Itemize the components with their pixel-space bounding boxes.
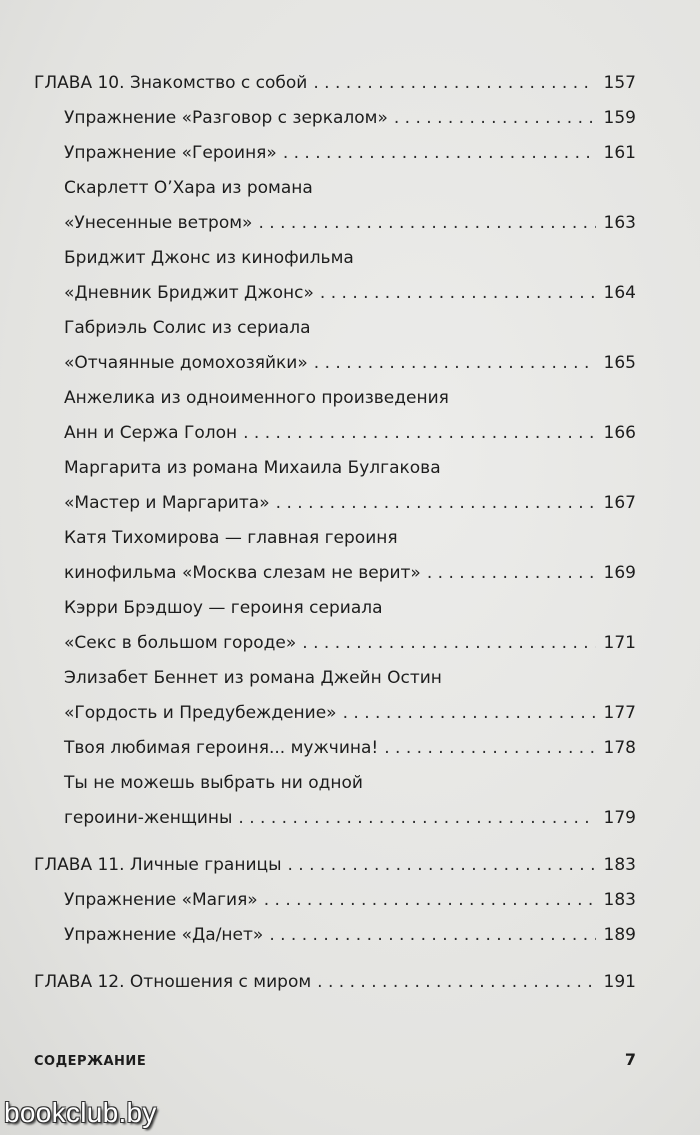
toc-entry-page-number: 165 — [603, 353, 636, 373]
toc-entry-title-line: ГЛАВА 11. Личные границы — [34, 855, 282, 875]
toc-entry-leader-row — [64, 731, 636, 766]
toc-entry-title-line: ГЛАВА 10. Знакомство с собой — [34, 73, 308, 93]
toc-section-entry — [64, 171, 636, 241]
dot-leader — [394, 101, 596, 136]
toc-entry-page-number: 191 — [603, 972, 636, 992]
toc-entry-page-number: 177 — [603, 703, 636, 723]
toc-entry-page-number: 164 — [603, 283, 636, 303]
dot-leader — [243, 416, 596, 451]
toc-entry-title-line: героини-женщины — [64, 808, 233, 828]
toc-entry-title-line: Кэрри Брэдшоу — героиня сериала — [64, 598, 383, 618]
dot-leader — [258, 206, 596, 241]
toc-entry-page-number: 159 — [603, 108, 636, 128]
toc-entry-leader-row — [34, 848, 636, 883]
toc-entry-title-line: ГЛАВА 12. Отношения с миром — [34, 972, 312, 992]
toc-entry-leader-row — [64, 206, 636, 241]
dot-leader — [320, 276, 596, 311]
dot-leader — [384, 731, 596, 766]
toc-section-entry — [64, 521, 636, 591]
toc-entry-page-number: 189 — [603, 925, 636, 945]
dot-leader — [283, 136, 596, 171]
toc-section-entry — [64, 731, 636, 766]
toc-entry-page-number: 157 — [603, 73, 636, 93]
table-of-contents — [34, 66, 636, 1000]
toc-chapter-entry — [34, 848, 636, 883]
toc-entry-title-line: «Мастер и Маргарита» — [64, 493, 270, 513]
toc-entry-title-line: Скарлетт О’Хара из романа — [64, 178, 313, 198]
toc-section-entry — [64, 381, 636, 451]
toc-entry-title-line: Ты не можешь выбрать ни одной — [64, 773, 363, 793]
page-footer — [34, 1050, 636, 1069]
toc-entry-page-number: 183 — [603, 890, 636, 910]
running-footer-label: СОДЕРЖАНИЕ — [34, 1054, 147, 1069]
dot-leader — [264, 883, 596, 918]
toc-entry-title-line: Упражнение «Магия» — [64, 890, 258, 910]
toc-section-entry — [64, 451, 636, 521]
toc-entry-title-line: «Секс в большом городе» — [64, 633, 297, 653]
toc-entry-leader-row — [64, 883, 636, 918]
toc-entry-title-line: Элизабет Беннет из романа Джейн Остин — [64, 668, 442, 688]
toc-entry-leader-row — [64, 556, 636, 591]
toc-entry-title-line: Упражнение «Разговор с зеркалом» — [64, 108, 388, 128]
toc-entry-title-line: Бриджит Джонс из кинофильма — [64, 248, 354, 268]
page-number: 7 — [624, 1050, 636, 1069]
dot-leader — [288, 848, 597, 883]
toc-entry-leader-row — [64, 626, 636, 661]
toc-entry-leader-row — [34, 66, 636, 101]
toc-entry-title-line: Катя Тихомирова — главная героиня — [64, 528, 398, 548]
toc-entry-page-number: 178 — [603, 738, 636, 758]
toc-entry-title-line: кинофильма «Москва слезам не верит» — [64, 563, 421, 583]
toc-entry-page-number: 169 — [603, 563, 636, 583]
toc-entry-title-line: Твоя любимая героиня... мужчина! — [64, 738, 379, 758]
dot-leader — [317, 965, 596, 1000]
toc-section-entry — [64, 136, 636, 171]
dot-leader — [313, 66, 596, 101]
toc-section-entry — [64, 918, 636, 953]
toc-entry-leader-row — [64, 416, 636, 451]
toc-entry-page-number: 167 — [603, 493, 636, 513]
toc-section-entry — [64, 766, 636, 836]
toc-section-entry — [64, 311, 636, 381]
toc-entry-title-line: Маргарита из романа Михаила Булгакова — [64, 458, 441, 478]
dot-leader — [302, 626, 596, 661]
toc-chapter-entry — [34, 965, 636, 1000]
toc-entry-title-line: Анн и Сержа Голон — [64, 423, 238, 443]
dot-leader — [276, 486, 596, 521]
toc-entry-leader-row — [34, 965, 636, 1000]
toc-entry-title-line: Упражнение «Да/нет» — [64, 925, 264, 945]
toc-entry-title-line: «Унесенные ветром» — [64, 213, 253, 233]
toc-chapter-entry — [34, 66, 636, 101]
toc-entry-title-line: «Отчаянные домохозяйки» — [64, 353, 308, 373]
toc-entry-title-line: Габриэль Солис из сериала — [64, 318, 311, 338]
toc-entry-title-line: «Гордость и Предубеждение» — [64, 703, 337, 723]
toc-entry-leader-row — [64, 136, 636, 171]
toc-entry-title-line: Упражнение «Героиня» — [64, 143, 277, 163]
toc-section-entry — [64, 241, 636, 311]
toc-entry-page-number: 166 — [603, 423, 636, 443]
dot-leader — [269, 918, 596, 953]
watermark-logo: bookclub.by — [4, 1097, 157, 1128]
toc-entry-leader-row — [64, 346, 636, 381]
dot-leader — [238, 801, 596, 836]
toc-entry-page-number: 179 — [603, 808, 636, 828]
toc-entry-leader-row — [64, 276, 636, 311]
toc-entry-page-number: 161 — [603, 143, 636, 163]
dot-leader — [343, 696, 596, 731]
toc-entry-page-number: 171 — [603, 633, 636, 653]
toc-entry-leader-row — [64, 696, 636, 731]
toc-entry-leader-row — [64, 486, 636, 521]
toc-entry-leader-row — [64, 101, 636, 136]
toc-entry-leader-row — [64, 918, 636, 953]
toc-section-entry — [64, 883, 636, 918]
dot-leader — [427, 556, 596, 591]
toc-entry-leader-row — [64, 801, 636, 836]
dot-leader — [314, 346, 596, 381]
toc-section-entry — [64, 101, 636, 136]
toc-entry-page-number: 163 — [603, 213, 636, 233]
toc-entry-title-line: «Дневник Бриджит Джонс» — [64, 283, 314, 303]
toc-entry-title-line: Анжелика из одноименного произведения — [64, 388, 449, 408]
toc-section-entry — [64, 591, 636, 661]
toc-entry-page-number: 183 — [603, 855, 636, 875]
toc-section-entry — [64, 661, 636, 731]
